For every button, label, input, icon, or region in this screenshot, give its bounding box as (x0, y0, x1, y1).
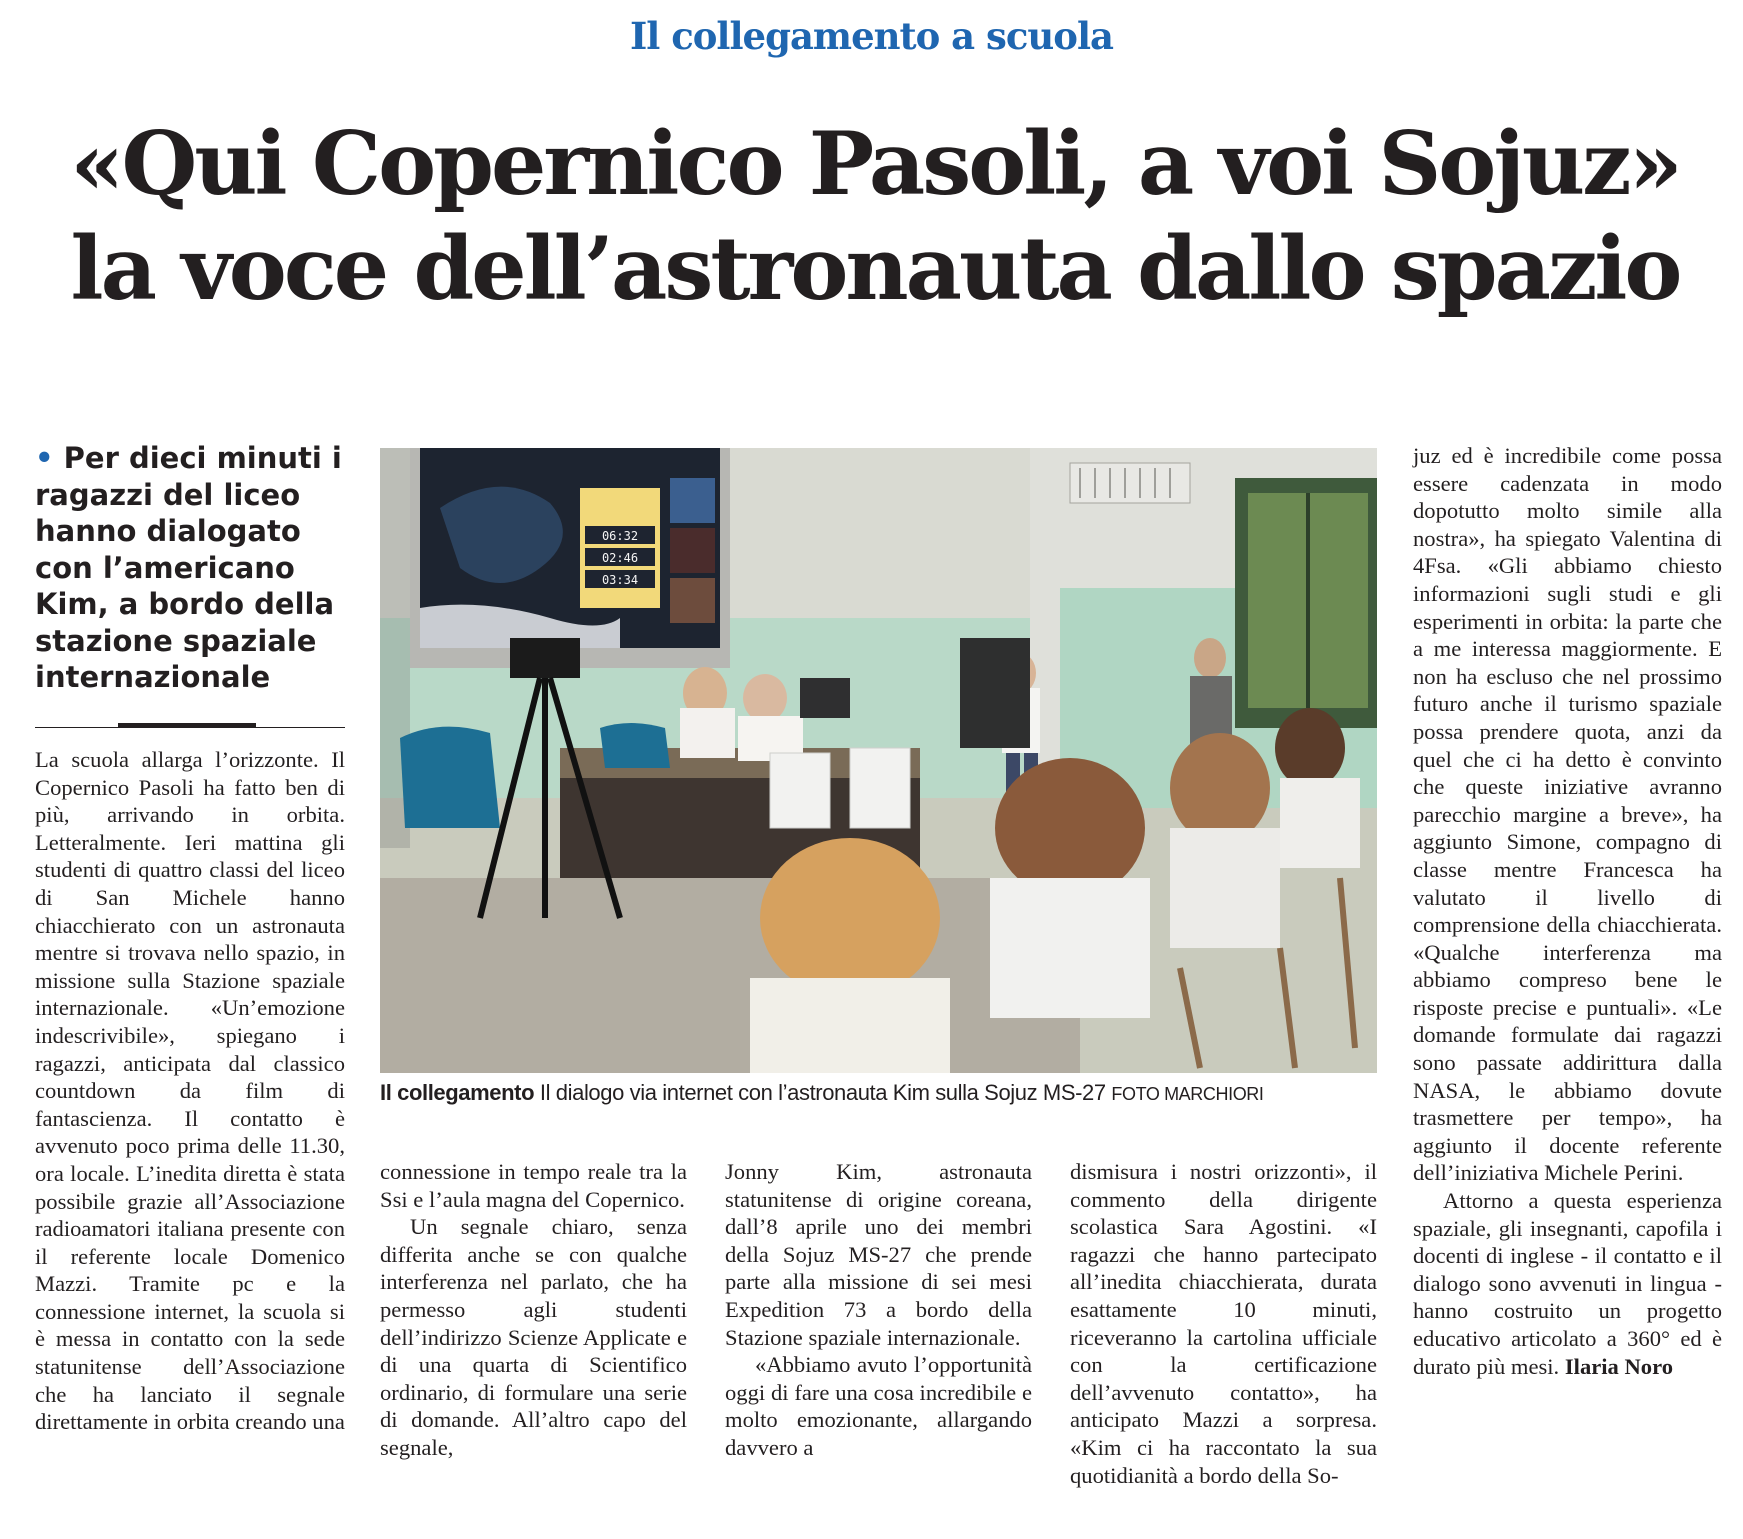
article-column-5 (1413, 442, 1722, 1380)
photo-credit: FOTO MARCHIORI (1111, 1084, 1264, 1104)
paragraph (1413, 1187, 1722, 1380)
paragraph: juz ed è incredibile come possa essere cadenzata in modo dopotutto molto simile alla nostra», ha spiegato Valentina di 4Fsa. «Gli abbiamo chiesto informazioni sugli studi e gli esperimenti in orbita: la parte che a me interessa maggiormente. E non ha escluso che nel prossimo futuro anche il turismo spaziale possa prendere quota, anzi da quel che ci ha detto è convinto che queste iniziative avranno parecchio margine a breve», ha aggiunto Simone, compagno di classe mentre Francesca ha valutato il livello di comprensione della chiacchierata. «Qualche interferenza ma abbiamo compreso bene le risposte precise e puntuali». «Le domande formulate dai ragazzi sono passate addirittura dalla NASA, le abbiamo dovute trasmettere per tempo», ha aggiunto il docente referente dell’iniziativa Michele Perini. (1413, 443, 1722, 1186)
article-column-3 (725, 1158, 1032, 1462)
summary-text: Per dieci minuti i ragazzi del liceo hanno dialogato con l’americano Kim, a bordo della stazione spaziale internazionale (35, 441, 342, 694)
headline-line-2: la voce dell’astronauta dallo spazio (70, 217, 1680, 320)
photo-caption (380, 1080, 1380, 1106)
paragraph-text: Attorno a questa esperienza spaziale, gli insegnanti, capofila i docenti di inglese - il contatto e il dialogo sono avvenuti in lingua - hanno costruito un progetto educativo articolato a 360° ed è durato più mesi. (1413, 1188, 1722, 1379)
paragraph: «Abbiamo avuto l’opportunità oggi di fare una cosa incredibile e molto emozionante, allargando davvero a (725, 1352, 1032, 1460)
screen-time-1: 06:32 (601, 529, 639, 543)
paragraph: Un segnale chiaro, senza differita anche se con qualche interferenza nel parlato, che ha permesso agli studenti dell’indirizzo Scienze Applicate e di una quarta di Scientifico ordinario, di formulare una serie di domande. All’altro capo del segnale, (380, 1214, 687, 1460)
paragraph: dismisura i nostri orizzonti», il commento della dirigente scolastica Sara Agostini. «I ragazzi che hanno partecipato all’inedita chiacchierata, durata esattamente 10 minuti, riceveranno la cartolina ufficiale con la certificazione dell’avvenuto contatto», ha anticipato Mazzi a sorpresa. «Kim ci ha raccontato la sua quotidianità a bordo della So- (1070, 1159, 1377, 1488)
summary-box (35, 440, 345, 696)
screen-time-3: 03:34 (601, 573, 639, 587)
section-kicker: Il collegamento a scuola (629, 14, 1113, 58)
screen-time-2: 02:46 (601, 551, 639, 565)
caption-label: Il collegamento (380, 1080, 535, 1105)
paragraph: connessione in tempo reale tra la Ssi e l’aula magna del Copernico. (380, 1159, 687, 1212)
column-divider (35, 727, 345, 728)
article-column-2 (380, 1158, 687, 1462)
caption-text: Il dialogo via internet con l’astronauta Kim sulla Sojuz MS-27 (534, 1080, 1112, 1105)
article-column-4 (1070, 1158, 1377, 1489)
article-column-1 (35, 746, 345, 1436)
paragraph: La scuola allarga l’orizzonte. Il Copernico Pasoli ha fatto ben di più, arrivando in orbita. Letteralmente. Ieri mattina gli studenti di quattro classi del liceo di San Michele hanno chiacchierato con un astronauta mentre si trovava nello spazio, in missione sulla Stazione spaziale internazionale. «Un’emozione indescrivibile», spiegano i ragazzi, anticipata dal classico countdown da film di fantascienza. Il contatto è avvenuto poco prima delle 11.30, ora locale. L’inedita diretta è stata possibile grazie all’Associazione radioamatori italiana presente con il referente locale Domenico Mazzi. Tramite pc e la connessione internet, la scuola si è messa in contatto con la sede statunitense dell’Associazione che ha lanciato il segnale direttamente in orbita creando una (35, 747, 345, 1435)
headline-line-1: «Qui Copernico Pasoli, a voi Sojuz» (70, 112, 1680, 215)
article-photo (380, 448, 1377, 1073)
paragraph: Jonny Kim, astronauta statunitense di origine coreana, dall’8 aprile uno dei membri della Sojuz MS-27 che prende parte alla missione di sei mesi Expedition 73 a bordo della Stazione spaziale internazionale. (725, 1159, 1032, 1350)
author-byline: Ilaria Noro (1564, 1353, 1674, 1379)
bullet-icon: • (35, 441, 54, 475)
